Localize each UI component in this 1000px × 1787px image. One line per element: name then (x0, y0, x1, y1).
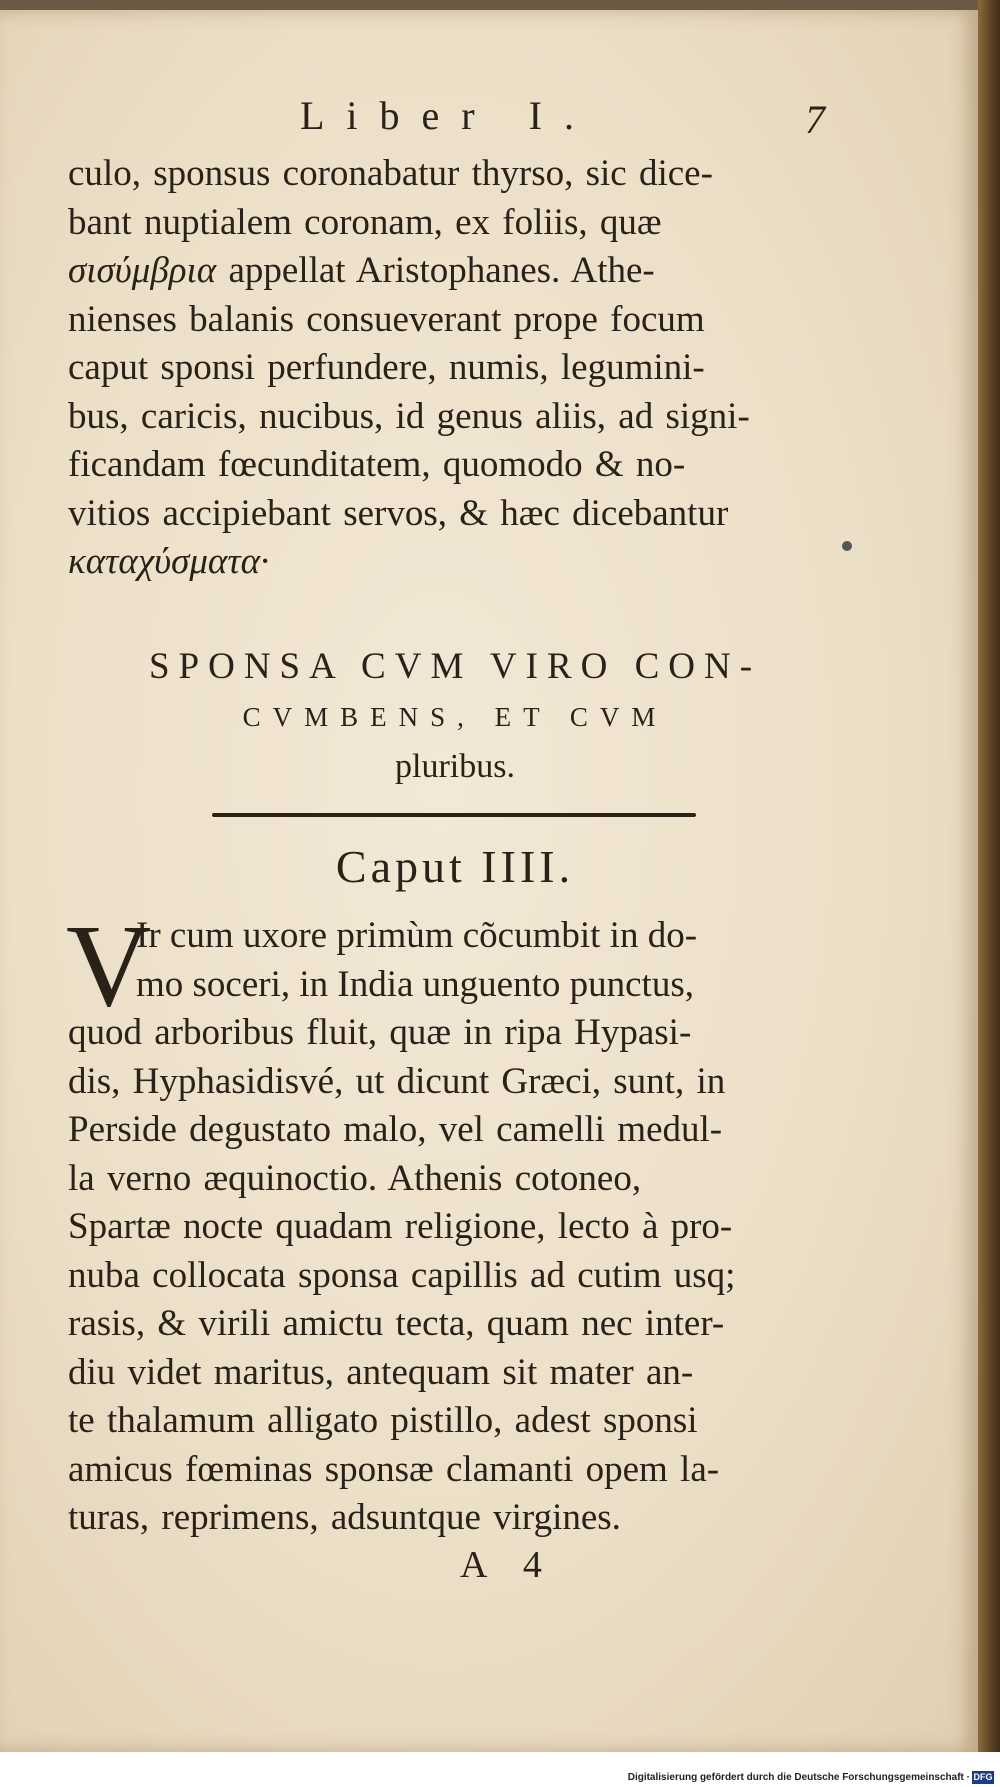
text-line: quod arboribus fluit, quæ in ripa Hypasi- (68, 1012, 692, 1053)
text-line: bus, caricis, nucibus, id genus aliis, ad signi- (68, 395, 750, 437)
signature-mark: A 4 (460, 1544, 556, 1586)
text-line: diu videt maritus, antequam sit mater an- (68, 1351, 694, 1393)
text-line: amicus fœminas sponsæ clamanti opem la- (68, 1448, 720, 1490)
horizontal-rule (212, 813, 696, 817)
text-line: turas, reprimens, adsuntque virgines. (68, 1497, 621, 1538)
section-heading-line2: CVMBENS, ET CVM (242, 702, 668, 732)
page-number: 7 (805, 97, 825, 142)
chapter-title: Caput IIII. (335, 841, 575, 892)
drop-cap: V (66, 900, 152, 1031)
book-spine (978, 0, 1000, 1752)
running-title: Liber I. (300, 93, 596, 138)
text-line: culo, sponsus coronabatur thyrso, sic dice- (68, 153, 713, 194)
text-line: ficandam fœcunditatem, quomodo & no- (68, 444, 686, 485)
text-line: Ir cum uxore primùm cõcumbit in do- (136, 915, 698, 956)
text-line: Perside degustato malo, vel camelli medul- (68, 1109, 723, 1150)
dfg-logo: DFG (973, 1772, 993, 1782)
ink-spot (842, 541, 852, 551)
text-line: rasis, & virili amictu tecta, quam nec inter- (68, 1303, 725, 1344)
greek-word: σισύμβρια (68, 250, 217, 291)
chapter-paragraph (68, 1009, 836, 1543)
text-line: dis, Hyphasidisvé, ut dicunt Græci, sunt, in (68, 1060, 726, 1102)
section-heading-line3: pluribus. (395, 748, 515, 785)
top-paragraph (68, 150, 836, 587)
text-line: nienses balanis consueverant prope focum (68, 298, 705, 340)
text-line: καταχύσματα· (68, 541, 270, 582)
text-line: vitios accipiebant servos, & hæc dicebantur (68, 492, 729, 534)
text-line: Spartæ nocte quadam religione, lecto à pro- (68, 1206, 733, 1247)
section-heading-line1: SPONSA CVM VIRO CON- (148, 646, 762, 687)
text-line: σισύμβρια appellat Aristophanes. Athe- (68, 250, 655, 291)
text-line: te thalamum alligato pistillo, adest sponsi (68, 1400, 698, 1441)
funding-credit: Digitalisierung gefördert durch die Deutsche Forschungsgemeinschaft · (627, 1772, 970, 1783)
text-line: caput sponsi perfundere, numis, legumini- (68, 347, 705, 388)
section-heading (70, 642, 840, 792)
chapter-first-lines (136, 912, 836, 1009)
text-line: mo soceri, in India unguento punctus, (136, 963, 694, 1005)
text-line: nuba collocata sponsa capillis ad cutim usq; (68, 1254, 736, 1296)
text-line: bant nuptialem coronam, ex foliis, quæ (68, 201, 662, 243)
text-line: la verno æquinoctio. Athenis cotoneo, (68, 1157, 642, 1199)
